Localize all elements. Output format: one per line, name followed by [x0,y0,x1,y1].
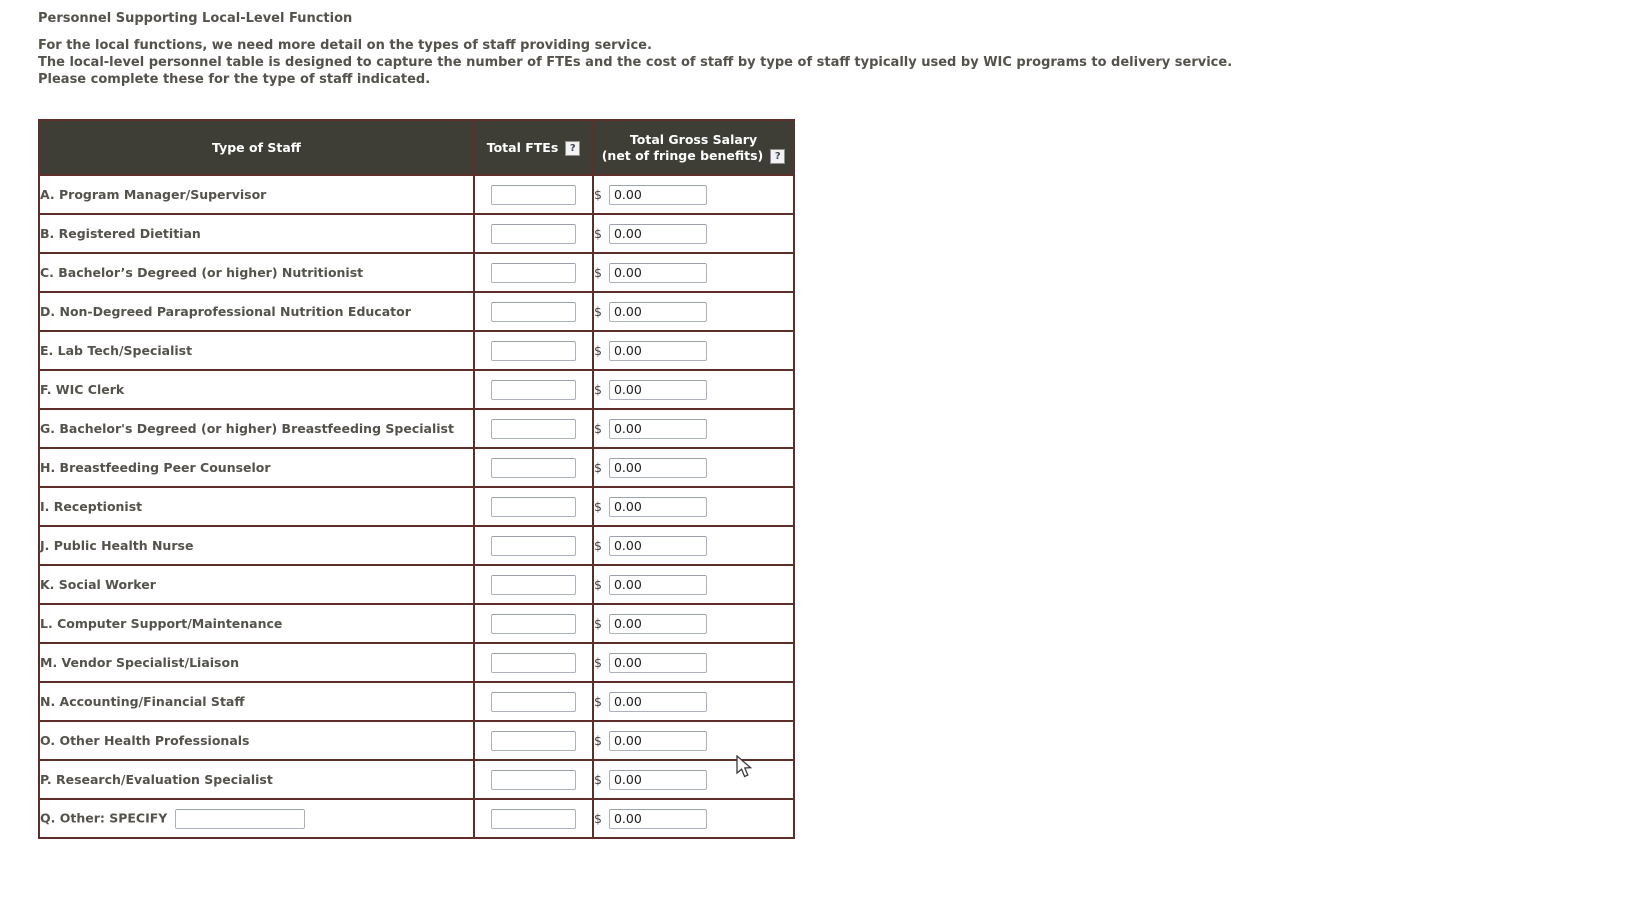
currency-symbol: $ [594,733,602,749]
salary-input[interactable] [609,458,707,478]
staff-type-label: D. Non-Degreed Paraprofessional Nutrition Educator [40,304,411,319]
fte-cell [474,721,593,760]
fte-cell [474,253,593,292]
salary-cell [593,448,794,487]
salary-cell [593,760,794,799]
table-row [39,331,794,370]
staff-type-cell [39,331,474,370]
staff-type-cell [39,175,474,214]
fte-input[interactable] [491,653,576,673]
table-row [39,292,794,331]
table-row [39,799,794,838]
currency-symbol: $ [594,382,602,398]
salary-input[interactable] [609,731,707,751]
staff-type-label: A. Program Manager/Supervisor [40,187,267,202]
salary-input[interactable] [609,302,707,322]
staff-type-cell [39,565,474,604]
staff-type-label: B. Registered Dietitian [40,226,201,241]
salary-input[interactable] [609,263,707,283]
staff-type-cell [39,214,474,253]
table-row [39,526,794,565]
intro-line-3: Please complete these for the type of staff indicated. [38,72,431,87]
staff-type-cell [39,682,474,721]
staff-type-label: F. WIC Clerk [40,382,125,397]
fte-input[interactable] [491,536,576,556]
staff-type-cell [39,721,474,760]
fte-cell [474,799,593,838]
staff-type-cell [39,370,474,409]
currency-symbol: $ [594,616,602,632]
salary-cell [593,331,794,370]
fte-cell [474,487,593,526]
fte-input[interactable] [491,731,576,751]
table-row [39,721,794,760]
currency-symbol: $ [594,304,602,320]
staff-type-cell [39,409,474,448]
salary-cell [593,487,794,526]
table-row [39,643,794,682]
salary-input[interactable] [609,224,707,244]
fte-input[interactable] [491,224,576,244]
intro-line-2: The local-level personnel table is designed to capture the number of FTEs and the cost of staff by type of staff typically used by WIC programs to delivery service. [38,55,1233,70]
fte-cell [474,643,593,682]
currency-symbol: $ [594,772,602,788]
currency-symbol: $ [594,460,602,476]
salary-input[interactable] [609,536,707,556]
fte-cell [474,175,593,214]
table-row [39,565,794,604]
currency-symbol: $ [594,811,602,827]
fte-input[interactable] [491,263,576,283]
fte-input[interactable] [491,770,576,790]
staff-type-label: K. Social Worker [40,577,156,592]
fte-cell [474,448,593,487]
staff-type-label: H. Breastfeeding Peer Counselor [40,460,271,475]
staff-type-label: E. Lab Tech/Specialist [40,343,193,358]
salary-cell [593,175,794,214]
table-row [39,253,794,292]
salary-cell [593,526,794,565]
salary-input[interactable] [609,380,707,400]
staff-type-cell [39,643,474,682]
staff-type-cell [39,253,474,292]
salary-input[interactable] [609,653,707,673]
salary-cell [593,214,794,253]
salary-input[interactable] [609,419,707,439]
staff-type-cell [39,448,474,487]
staff-type-label: Q. Other: SPECIFY [40,810,168,825]
salary-cell [593,721,794,760]
currency-symbol: $ [594,187,602,203]
fte-cell [474,565,593,604]
salary-input[interactable] [609,809,707,829]
staff-type-cell [39,604,474,643]
header-gross-salary-line2: (net of fringe benefits) ? [594,148,793,164]
salary-cell [593,253,794,292]
staff-type-label: C. Bachelor’s Degreed (or higher) Nutritionist [40,265,364,280]
currency-symbol: $ [594,343,602,359]
fte-input[interactable] [491,185,576,205]
salary-input[interactable] [609,185,707,205]
table-header-row [39,120,794,175]
table-row [39,487,794,526]
header-gross-salary [593,120,794,175]
salary-cell [593,565,794,604]
fte-input[interactable] [491,809,576,829]
fte-input[interactable] [491,575,576,595]
staff-type-cell [39,526,474,565]
table-row [39,175,794,214]
table-row [39,448,794,487]
table-row [39,682,794,721]
fte-cell [474,682,593,721]
table-row [39,409,794,448]
currency-symbol: $ [594,499,602,515]
fte-cell [474,604,593,643]
fte-input[interactable] [491,380,576,400]
currency-symbol: $ [594,421,602,437]
header-gross-salary-line1: Total Gross Salary [629,131,758,147]
fte-cell [474,526,593,565]
staff-type-label: O. Other Health Professionals [40,733,250,748]
fte-input[interactable] [491,302,576,322]
currency-symbol: $ [594,538,602,554]
header-total-ftes [474,120,593,175]
other-specify-input[interactable] [175,809,305,829]
salary-cell [593,799,794,838]
fte-input[interactable] [491,692,576,712]
staff-type-label: J. Public Health Nurse [40,538,194,553]
salary-cell [593,409,794,448]
fte-cell [474,409,593,448]
fte-input[interactable] [491,419,576,439]
staff-type-cell [39,487,474,526]
fte-cell [474,331,593,370]
intro-line-1: For the local functions, we need more detail on the types of staff providing service. [38,38,652,53]
fte-cell [474,760,593,799]
staff-type-label: L. Computer Support/Maintenance [40,616,283,631]
staff-type-label: P. Research/Evaluation Specialist [40,772,273,787]
currency-symbol: $ [594,265,602,281]
table-row [39,604,794,643]
table-row [39,214,794,253]
currency-symbol: $ [594,694,602,710]
staff-type-cell [39,760,474,799]
staff-type-label: G. Bachelor's Degreed (or higher) Breastfeeding Specialist [40,421,454,436]
fte-cell [474,292,593,331]
salary-cell [593,643,794,682]
currency-symbol: $ [594,655,602,671]
salary-cell [593,604,794,643]
salary-cell [593,682,794,721]
table-row [39,760,794,799]
salary-cell [593,370,794,409]
staff-type-label: M. Vendor Specialist/Liaison [40,655,239,670]
fte-input[interactable] [491,614,576,634]
currency-symbol: $ [594,577,602,593]
salary-input[interactable] [609,497,707,517]
currency-symbol: $ [594,226,602,242]
fte-cell [474,214,593,253]
page-title: Personnel Supporting Local-Level Function [38,11,353,26]
staff-type-cell [39,292,474,331]
salary-input[interactable] [609,692,707,712]
fte-input[interactable] [491,458,576,478]
help-icon-ftes[interactable]: ? [565,141,580,156]
salary-cell [593,292,794,331]
staff-type-label: I. Receptionist [40,499,143,514]
help-icon-salary[interactable]: ? [770,149,785,164]
salary-input[interactable] [609,614,707,634]
fte-input[interactable] [491,497,576,517]
fte-cell [474,370,593,409]
header-total-ftes-label: Total FTEs [486,139,559,155]
staff-type-cell [39,799,474,838]
salary-input[interactable] [609,770,707,790]
staff-type-label: N. Accounting/Financial Staff [40,694,245,709]
salary-input[interactable] [609,575,707,595]
personnel-table [38,119,795,839]
salary-input[interactable] [609,341,707,361]
fte-input[interactable] [491,341,576,361]
header-type-of-staff: Type of Staff [39,120,474,175]
table-row [39,370,794,409]
intro-text [38,37,1645,88]
